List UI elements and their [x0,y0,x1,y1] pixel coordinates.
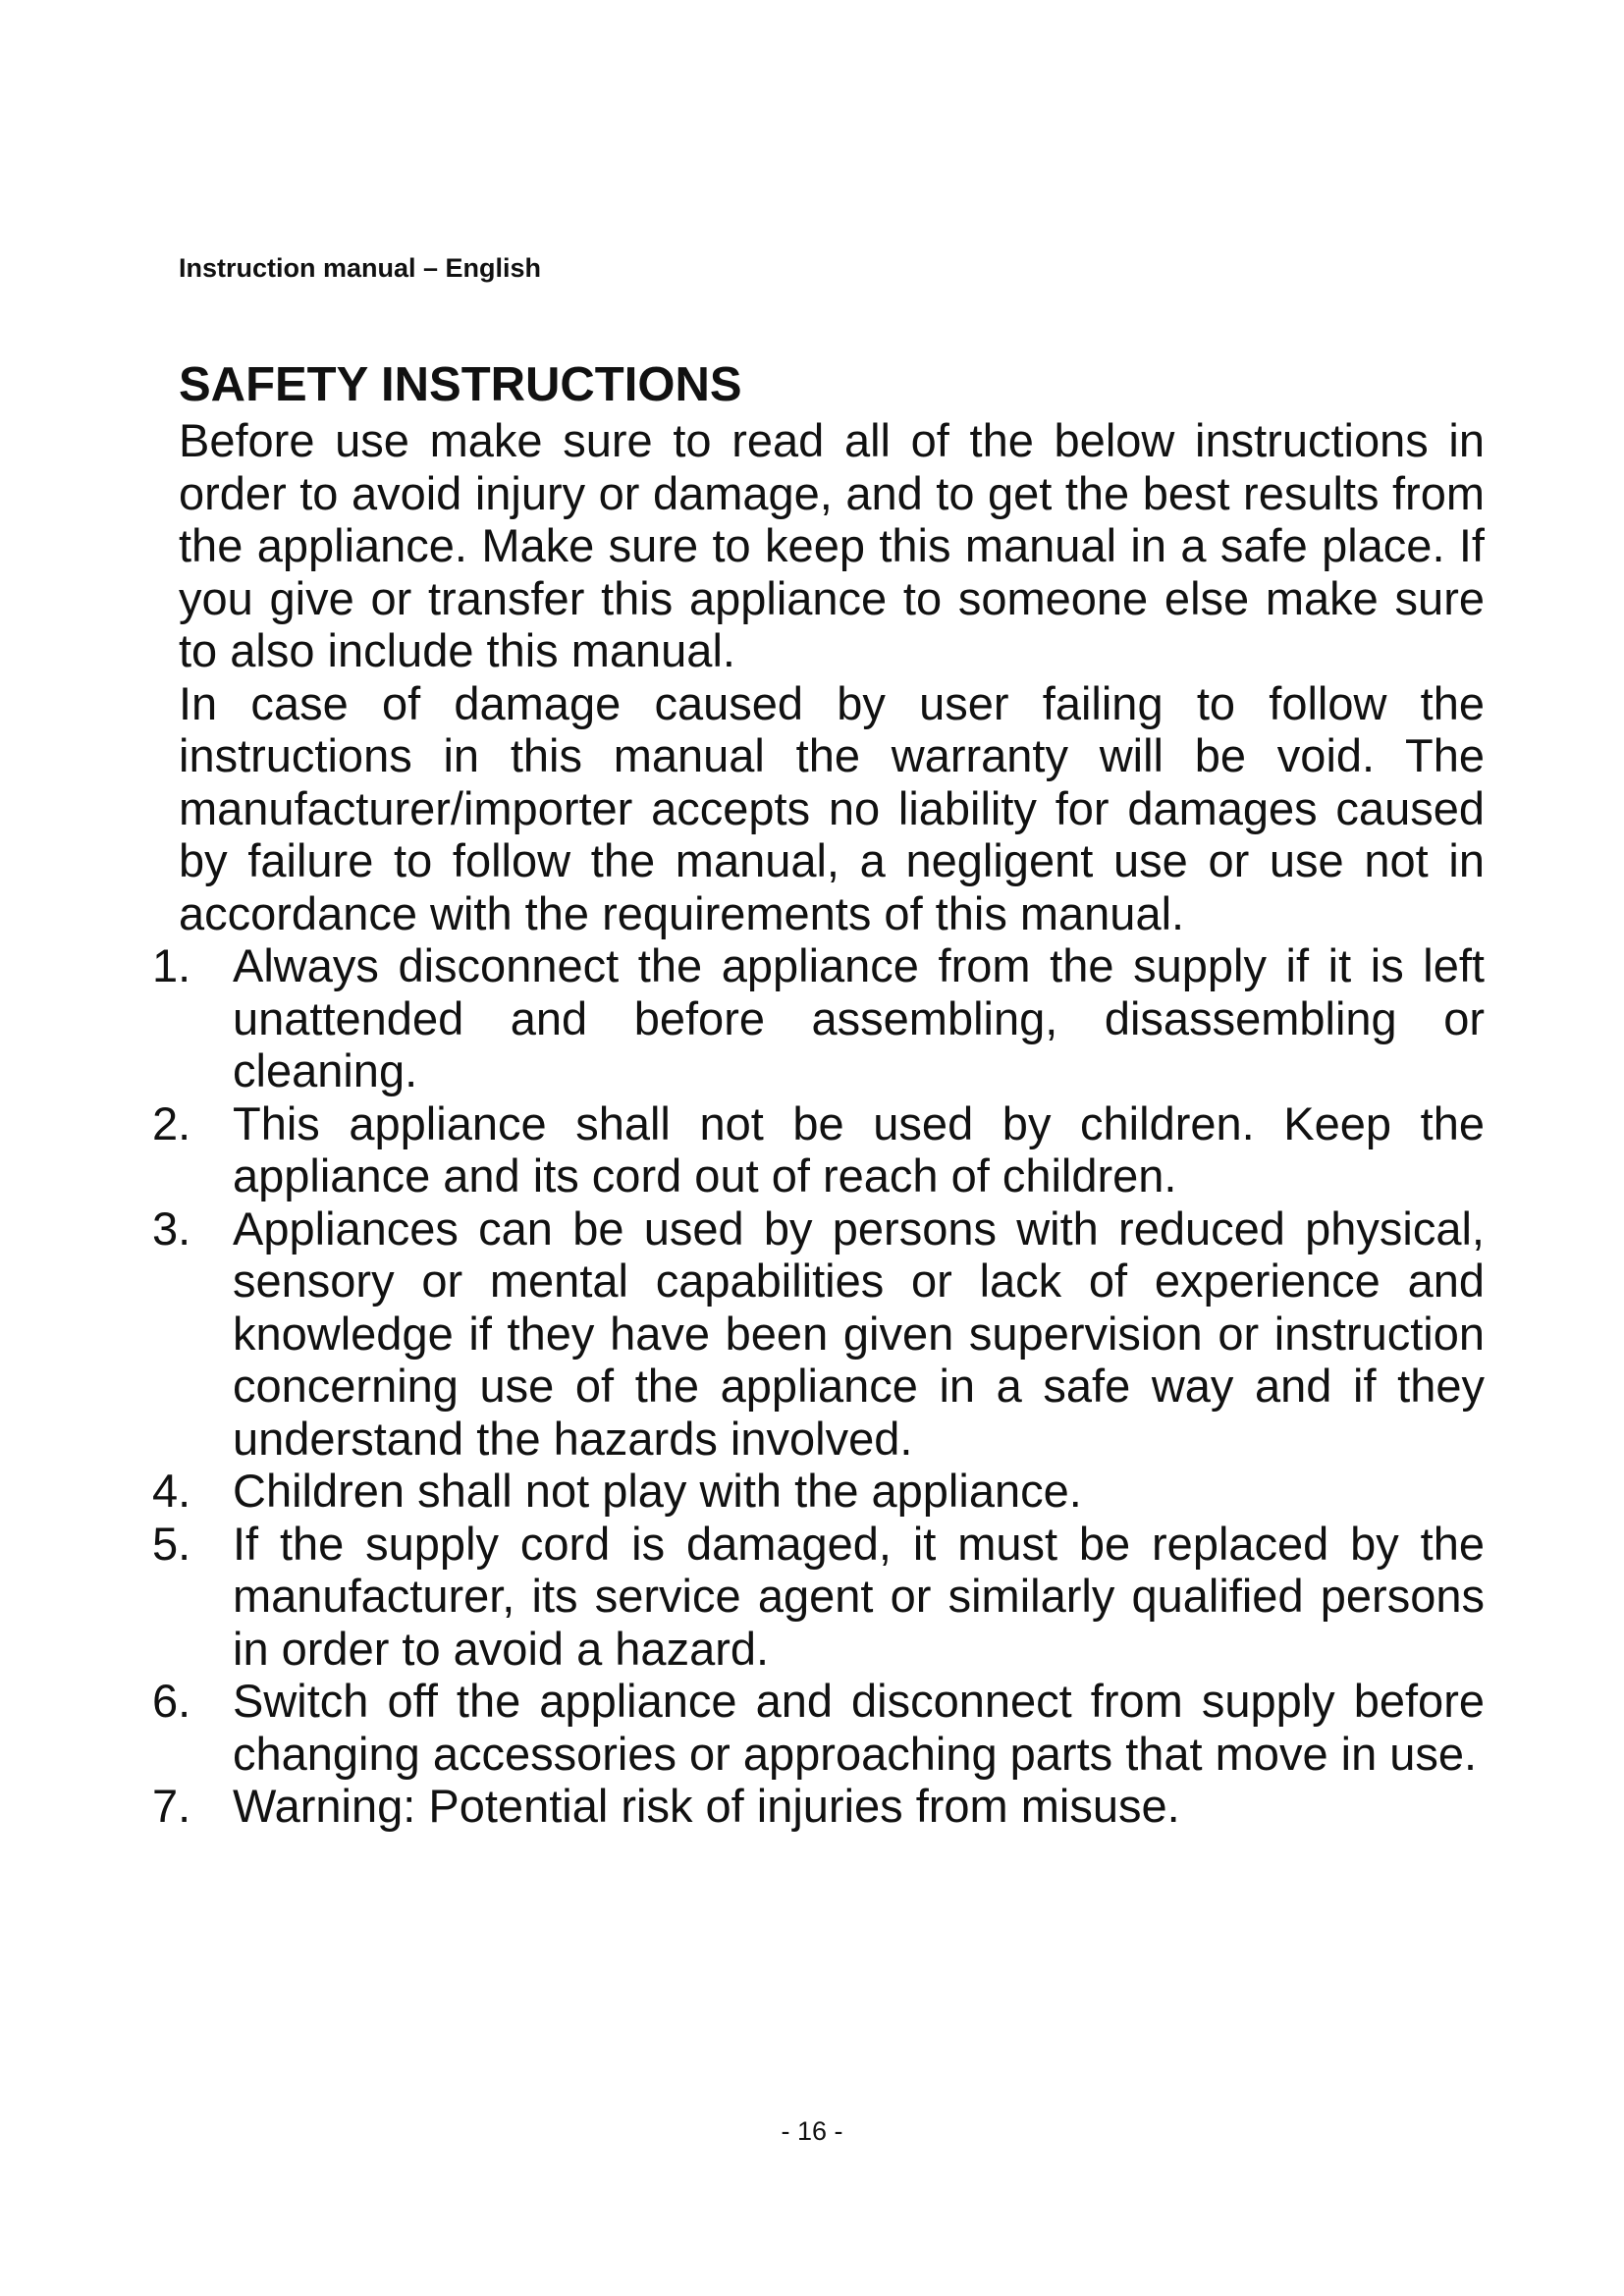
manual-language-label: Instruction manual – English [179,253,542,283]
section-title: SAFETY INSTRUCTIONS [179,358,742,411]
safety-rule [152,1780,1485,1833]
rule-number: 7. [152,1780,191,1832]
safety-rule [152,939,1485,1097]
intro-paragraph: Before use make sure to read all of the below instructions in order to avoid injury or damage, and to get the best results from the appliance. Make sure to keep this manual in a safe place. If you give or transfer this appliance to someone else make sure to also include this manual. [179,414,1485,676]
warranty-paragraph: In case of damage caused by user failing to follow the instructions in this manual the warranty will be void. The manufacturer/importer accepts no liability for damages caused by failure to follow the manual, a negligent use or use not in accordance with the requirements of this manual. [179,676,1485,939]
rule-text: If the supply cord is damaged, it must be replaced by the manufacturer, its service agent or similarly qualified persons in order to avoid a hazard. [233,1517,1485,1675]
rule-number: 2. [152,1096,191,1149]
rule-text: Children shall not play with the appliance. [233,1465,1082,1517]
rule-text: This appliance shall not be used by children. Keep the appliance and its cord out of reach of children. [233,1096,1485,1201]
rule-text: Appliances can be used by persons with reduced physical, sensory or mental capabilities or lack of experience and knowledge if they have been given supervision or instruction concerning use of the appliance in a safe way and if they understand the hazards involved. [233,1201,1485,1465]
page-number: - 16 - [781,2116,843,2146]
rule-text: Always disconnect the appliance from the supply if it is left unattended and before assembling, disassembling or cleaning. [233,939,1485,1096]
safety-rule [152,1202,1485,1466]
rule-text: Warning: Potential risk of injuries from misuse. [233,1780,1180,1832]
rule-number: 6. [152,1675,191,1727]
safety-rule [152,1097,1485,1202]
safety-rules-list [152,939,1485,1833]
rule-number: 4. [152,1465,191,1517]
safety-rule [152,1465,1485,1518]
safety-rule [152,1518,1485,1676]
rule-number: 5. [152,1517,191,1570]
safety-rule [152,1675,1485,1780]
rule-text: Switch off the appliance and disconnect from supply before changing accessories or approaching parts that move in use. [233,1675,1485,1780]
rule-number: 1. [152,939,191,991]
safety-instructions-section [152,355,1485,1833]
rule-number: 3. [152,1201,191,1255]
